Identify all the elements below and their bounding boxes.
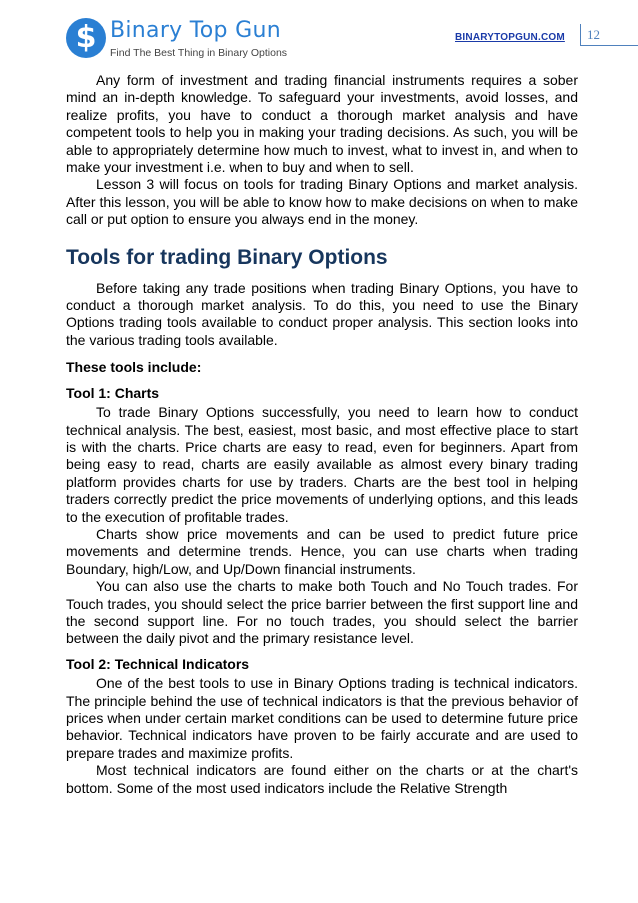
tool1-paragraph-2: Charts show price movements and can be used to predict future price movements and determine trends. Hence, you can use charts when trading Boundary, high/Low, and Up/Down financial instruments. [66, 525, 578, 577]
tool2-paragraph-1: One of the best tools to use in Binary Options trading is technical indicators. The principle behind the use of technical indicators is that the previous behavior of prices when under certain market conditions can be used to determine future price behavior. Technical indicators have proven to be fairly accurate and are used to prepare trades and maximize profits. [66, 675, 578, 761]
logo-tagline: Find The Best Thing in Binary Options [110, 47, 288, 59]
tool2-heading: Tool 2: Technical Indicators [66, 655, 250, 672]
tools-heading: These tools include: [66, 359, 202, 376]
intro-paragraph-1: Any form of investment and trading financial instruments requires a sober mind an in-depth knowledge. To safeguard your investments, avoid losses, and realize profits, you have to conduct a thorough market analysis and have competent tools to help you in making your trading decisions. As such, you will be able to appropriately determine how much to invest, what to invest in, and when to make your investment i.e. when to buy and when to sell. [66, 72, 578, 176]
dollar-coin-icon: $ [66, 18, 106, 58]
page-body [66, 72, 578, 797]
tool1-heading: Tool 1: Charts [66, 384, 160, 401]
tool1-paragraph-3: You can also use the charts to make both Touch and No Touch trades. For Touch trades, you should select the price barrier between the first support line and the second support line. For no touch trades, you should select the barrier between the daily pivot and the primary resistance level. [66, 578, 578, 647]
page-number: 12 [580, 24, 638, 46]
site-link[interactable]: BINARYTOPGUN.COM [455, 32, 565, 43]
logo-name: Binary Top Gun [110, 18, 281, 43]
intro-paragraph-2: Lesson 3 will focus on tools for trading Binary Options and market analysis. After this lesson, you will be able to know how to make decisions on when to make call or put option to ensure you always end in the money. [66, 176, 578, 228]
site-logo[interactable] [66, 14, 288, 64]
tool1-paragraph-1: To trade Binary Options successfully, you need to learn how to conduct technical analysis. The best, easiest, most basic, and most effective place to start is with the charts. Price charts are easy to read, even for beginners. Apart from being easy to read, charts are easily available as almost every binary trading platform provides charts for use by traders. Charts are the best tool in helping traders correctly predict the price movements of underlying options, and this leads to the execution of profitable trades. [66, 404, 578, 525]
tool2-paragraph-2: Most technical indicators are found either on the charts or at the chart's bottom. Some of the most used indicators include the Relative Strength [66, 762, 578, 796]
section-paragraph-1: Before taking any trade positions when trading Binary Options, you have to conduct a thorough market analysis. To do this, you need to use the Binary Options trading tools available to conduct proper analysis. This section looks into the various trading tools available. [66, 279, 578, 348]
section-title: Tools for trading Binary Options [66, 245, 388, 269]
